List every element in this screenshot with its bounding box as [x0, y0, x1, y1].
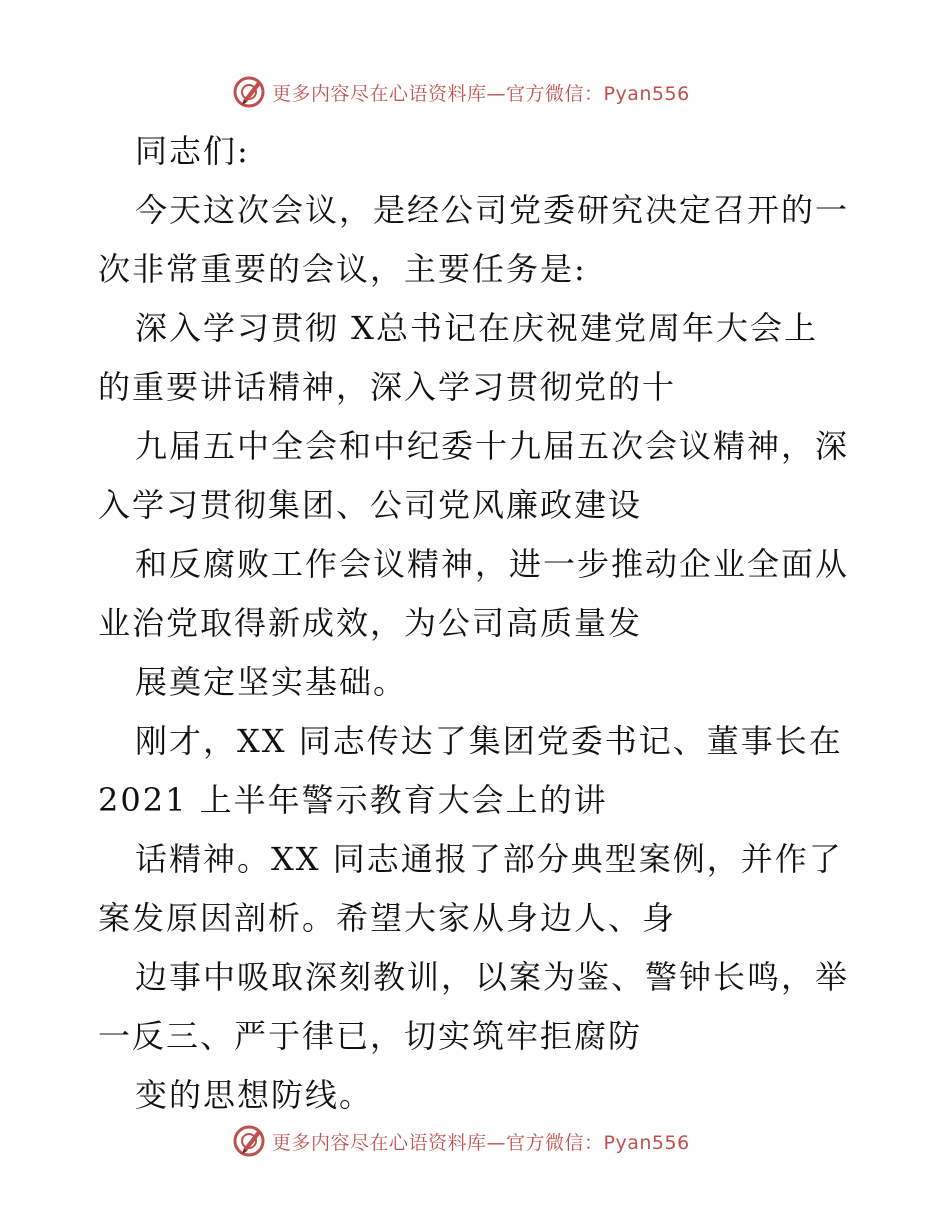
paragraph-line: 一反三、严于律已，切实筑牢拒腐防 [98, 1017, 643, 1055]
footer-watermark [232, 1121, 690, 1161]
paragraph-line: 话精神。XX 同志通报了部分典型案例，并作了 [135, 840, 843, 878]
watermark-text: 更多内容尽在心语资料库—官方微信：Pyan556 [272, 82, 690, 105]
paragraph-line: 2021 上半年警示教育大会上的讲 [98, 781, 608, 819]
paragraph-line: 同志们: [135, 132, 250, 170]
document-body [98, 122, 858, 1125]
logo-icon [232, 75, 266, 109]
paragraph-line: 今天这次会议，是经公司党委研究决定召开的一 [135, 191, 850, 229]
paragraph-line: 深入学习贯彻 X总书记在庆祝建党周年大会上 [135, 309, 818, 347]
paragraph-line: 和反腐败工作会议精神，进一步推动企业全面从 [135, 545, 850, 583]
paragraph-line: 入学习贯彻集团、公司党风廉政建设 [98, 486, 643, 524]
paragraph-line: 展奠定坚实基础。 [135, 663, 408, 701]
paragraph-line: 边事中吸取深刻教训，以案为鉴、警钟长鸣，举 [135, 958, 850, 996]
paragraph-line: 次非常重要的会议，主要任务是: [98, 250, 587, 288]
paragraph-line: 案发原因剖析。希望大家从身边人、身 [98, 899, 677, 937]
paragraph-line: 刚才，XX 同志传达了集团党委书记、董事长在 [135, 722, 843, 760]
paragraph-line: 变的思想防线。 [135, 1076, 374, 1114]
header-watermark [232, 72, 690, 112]
paragraph-line: 的重要讲话精神，深入学习贯彻党的十 [98, 368, 677, 406]
watermark-text: 更多内容尽在心语资料库—官方微信：Pyan556 [272, 1131, 690, 1154]
paragraph-line: 九届五中全会和中纪委十九届五次会议精神，深 [135, 427, 850, 465]
logo-icon [232, 1124, 266, 1158]
paragraph-line: 业治党取得新成效，为公司高质量发 [98, 604, 643, 642]
